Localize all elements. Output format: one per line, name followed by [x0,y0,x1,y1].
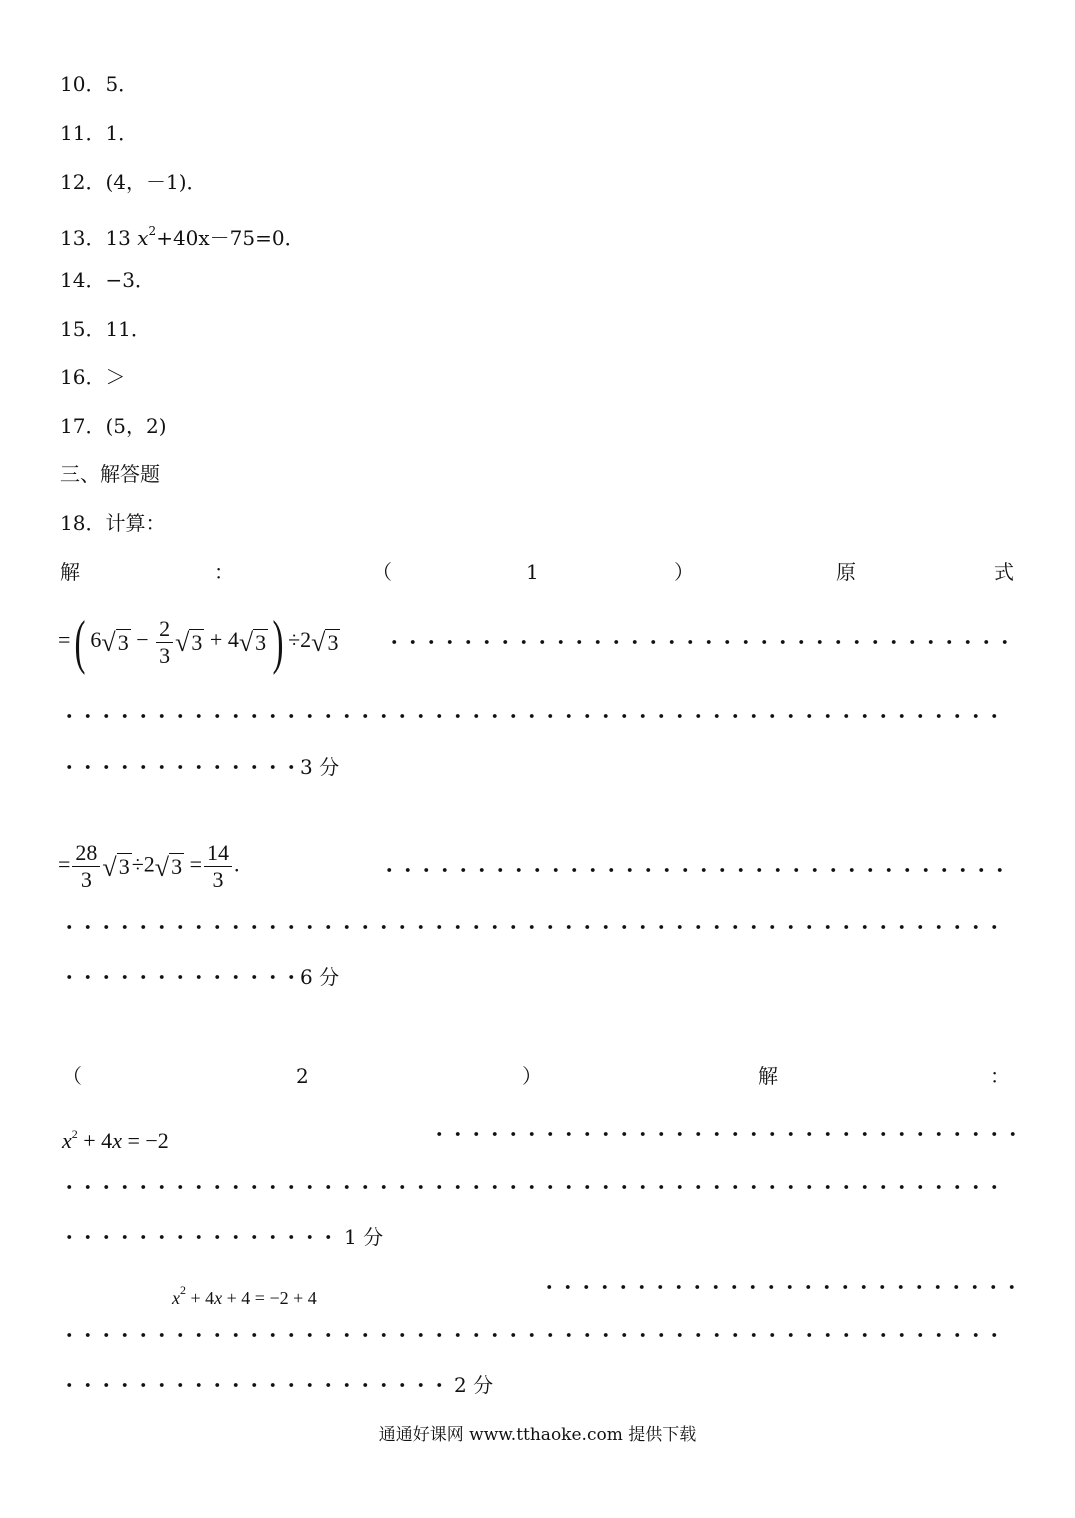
answer-exp: 2 [148,224,157,238]
radicand: 3 [191,629,203,655]
score-label: 6 分 [300,965,340,989]
leader-dots [60,924,1000,930]
radical-icon: √ [101,627,116,657]
answer-14 [60,268,155,292]
equals-sign: = [58,627,71,653]
leader-dots [540,1284,1015,1290]
answer-16 [60,365,125,389]
radicand: 3 [327,629,339,655]
paren-left: ( [74,609,86,675]
leader-dots [60,1184,1000,1190]
answer-17 [60,414,167,438]
answer-text: (4，－1)． [105,170,207,194]
radical-icon: √ [175,627,190,657]
part2-step2-formula [172,1276,317,1312]
leader-dots [60,974,298,980]
part1-yuan: 原 [836,560,856,584]
term: + 4 = −2 + 4 [222,1288,317,1308]
part2-number: 2 [296,1064,309,1088]
leader-dots [60,713,1000,719]
part1-step2-formula [58,840,239,893]
part2-colon: ： [990,1064,1010,1088]
part1-number: 1 [526,560,539,584]
part2-jie: 解 [758,1064,778,1088]
leader-dots [60,764,298,770]
radicand: 3 [118,854,130,880]
answer-text: 40x－75=0． [172,226,305,250]
answer-num: 17． [60,414,106,438]
answer-text: 1． [105,121,139,145]
answer-var: x [137,226,149,250]
answer-text: ＞ [105,365,126,389]
leader-dots [60,1382,452,1388]
divide-sign: ÷ [131,851,144,877]
variable: x [62,1128,72,1153]
answer-num: 15． [60,317,106,341]
fraction [156,616,173,669]
leader-dots [60,1234,342,1240]
coefficient: 2 [143,851,155,877]
answer-num: 16． [60,365,106,389]
radicand: 3 [255,629,267,655]
equals-sign: = [189,851,202,877]
radical-icon: √ [154,852,170,882]
leader-dots [430,1131,1015,1137]
variable: x [172,1288,180,1308]
numerator: 28 [75,840,98,865]
term: + 4 [77,1128,113,1153]
answer-plus: + [156,226,173,250]
variable: x [214,1288,223,1308]
part1-paren-close: ） [674,560,694,584]
score-label: 2 分 [454,1373,494,1397]
part2-paren-close: ） [522,1064,542,1088]
part1-step1-formula [58,609,340,675]
answer-num: 12． [60,170,106,194]
sqrt [239,627,268,657]
denominator: 3 [72,866,100,893]
answer-10 [60,72,138,96]
answer-text: 5． [105,72,139,96]
answer-text: (5，2) [105,414,167,438]
term: = −2 [121,1128,169,1153]
part1-jie: 解 [60,560,80,584]
coefficient: 2 [300,627,312,653]
answer-13 [60,219,305,250]
sqrt [155,852,184,882]
answer-12 [60,170,207,194]
equals-sign: = [58,851,71,877]
radicand: 3 [171,854,183,880]
denominator: 3 [204,866,232,893]
radical-icon: √ [311,627,326,657]
fraction [204,840,232,893]
sqrt [102,852,131,882]
leader-dots [60,1332,1000,1338]
question-18-heading: 18．计算： [60,511,166,535]
radical-icon: √ [102,852,117,882]
answer-11 [60,121,138,145]
leader-dots [385,639,1015,645]
answer-num: 14． [60,268,106,292]
numerator: 14 [206,840,229,865]
part2-step1-formula [62,1120,169,1155]
sqrt [175,627,204,657]
exponent: 2 [71,1127,78,1141]
part1-colon: ： [214,560,234,584]
radical-icon: √ [238,627,254,657]
answer-text: −3． [105,268,155,292]
answer-num: 11． [60,121,106,145]
radicand: 3 [117,629,129,655]
denominator: 3 [156,642,173,669]
answer-num: 10． [60,72,106,96]
fraction [72,840,100,893]
term: + 4 [186,1288,215,1308]
minus-sign: − [136,627,149,653]
part1-shi: 式 [994,560,1014,584]
plus-sign: + [209,627,223,653]
divide-sign: ÷ [288,627,301,653]
answer-prefix: 13 [105,226,131,250]
variable: x [112,1128,122,1153]
answer-15 [60,317,151,341]
score-label: 3 分 [300,755,340,779]
coefficient: 4 [227,627,239,653]
numerator: 2 [159,615,171,641]
answer-text: 11． [105,317,151,341]
leader-dots [380,867,1015,873]
part2-paren-open: （ [62,1064,82,1088]
sqrt [311,627,340,657]
page-footer: 通通好课网 www.tthaoke.com 提供下载 [378,1425,697,1445]
section-heading: 三、解答题 [60,462,160,486]
answer-num: 13． [60,226,106,250]
paren-right: ) [272,609,284,675]
coefficient: 6 [90,627,102,653]
part1-paren-open: （ [372,560,392,584]
score-label: 1 分 [344,1225,384,1249]
exponent: 2 [180,1283,186,1297]
sqrt [101,627,130,657]
period: . [233,851,240,877]
